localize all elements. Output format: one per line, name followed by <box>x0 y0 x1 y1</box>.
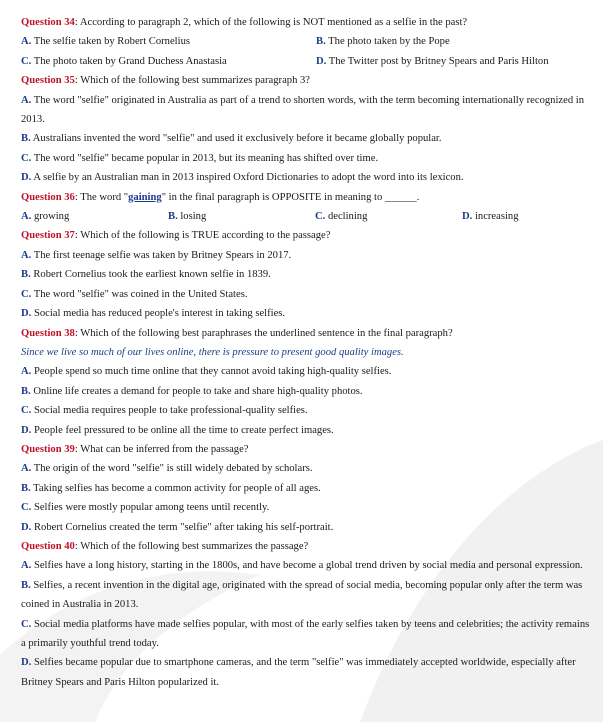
option-text: Social media platforms have made selfies popular, with most of the early selfies taken by teens and celebrities; the activity remains a primarily youthful trend today. <box>21 618 590 649</box>
option-letter: D. <box>21 172 32 184</box>
option-text: The selfie taken by Robert Cornelius <box>31 36 190 48</box>
option-text: People spend so much time online that they cannot avoid taking high-quality selfies. <box>31 366 392 378</box>
question-number: Question 40 <box>21 540 75 552</box>
option-d[interactable] <box>462 207 519 226</box>
option-text: Social media requires people to take professional-quality selfies. <box>31 405 308 417</box>
option-letter: C. <box>21 405 32 417</box>
option-d[interactable] <box>21 304 593 323</box>
option-b[interactable] <box>21 129 593 148</box>
option-letter: B. <box>21 579 31 591</box>
question-38 <box>21 324 593 343</box>
option-letter: B. <box>21 269 31 281</box>
options-row <box>21 32 593 51</box>
option-a[interactable] <box>21 32 316 51</box>
option-text: Selfies were mostly popular among teens until recently. <box>31 502 270 514</box>
option-a[interactable] <box>21 91 593 130</box>
question-text: : Which of the following best summarizes the passage? <box>74 540 309 552</box>
question-36 <box>21 188 593 207</box>
option-letter: B. <box>168 211 178 223</box>
option-letter: B. <box>21 385 31 397</box>
question-number: Question 36 <box>21 191 75 203</box>
options-row <box>21 207 593 226</box>
question-37 <box>21 226 593 245</box>
question-number: Question 35 <box>21 75 75 87</box>
question-text: : Which of the following best paraphrases the underlined sentence in the final paragraph? <box>74 327 453 339</box>
option-text: The photo taken by the Pope <box>325 36 450 48</box>
option-text: The photo taken by Grand Duchess Anastasia <box>31 55 227 67</box>
option-text: growing <box>31 211 70 223</box>
option-text: Selfies, a recent invention in the digital age, originated with the spread of social media, becoming popular only after the term was coined in Australia in 2013. <box>21 579 583 611</box>
option-text: increasing <box>472 211 519 223</box>
option-letter: D. <box>21 308 32 320</box>
option-text: Robert Cornelius created the term "selfie" after taking his self-portrait. <box>31 521 334 533</box>
option-text: The first teenage selfie was taken by Britney Spears in 2017. <box>31 249 292 261</box>
option-a[interactable] <box>21 362 593 381</box>
question-40 <box>21 537 593 556</box>
option-b[interactable] <box>21 479 593 498</box>
option-letter: D. <box>316 55 327 67</box>
option-letter: A. <box>21 36 32 48</box>
option-text: Robert Cornelius took the earliest known selfie in 1839. <box>30 269 271 281</box>
option-text: Selfies became popular due to smartphone cameras, and the term "selfie" was immediately accepted worldwide, especially after Britney Spears and Paris Hilton popularized it. <box>21 657 576 688</box>
option-text: declining <box>325 211 368 223</box>
option-a[interactable] <box>21 459 593 478</box>
option-letter: C. <box>315 211 326 223</box>
option-letter: A. <box>21 366 32 378</box>
option-d[interactable] <box>21 518 593 537</box>
question-text: : What can be inferred from the passage? <box>74 443 249 455</box>
option-c[interactable] <box>315 207 462 226</box>
question-number: Question 39 <box>21 443 75 455</box>
option-b[interactable] <box>21 576 593 615</box>
question-text-after: " in the final paragraph is OPPOSITE in meaning to ______. <box>161 191 420 203</box>
option-b[interactable] <box>21 265 593 284</box>
option-text: The word "selfie" was coined in the United States. <box>31 288 248 300</box>
option-letter: D. <box>21 657 32 669</box>
option-letter: C. <box>21 55 32 67</box>
option-text: losing <box>177 211 207 223</box>
option-letter: A. <box>21 211 32 223</box>
option-text: A selfie by an Australian man in 2013 inspired Oxford Dictionaries to adopt the word into its lexicon. <box>31 172 464 184</box>
question-text: : Which of the following best summarizes paragraph 3? <box>74 75 311 87</box>
option-a[interactable] <box>21 207 168 226</box>
option-c[interactable] <box>21 285 593 304</box>
option-text: Taking selfies has become a common activity for people of all ages. <box>30 482 321 494</box>
option-letter: C. <box>21 618 32 630</box>
option-text: The origin of the word "selfie" is still widely debated by scholars. <box>31 463 313 475</box>
option-d[interactable] <box>316 52 549 71</box>
underlined-word: gaining <box>128 191 162 203</box>
question-35 <box>21 71 593 90</box>
option-text: The Twitter post by Britney Spears and Paris Hilton <box>326 55 549 67</box>
option-text: Social media has reduced people's interest in taking selfies. <box>31 308 286 320</box>
question-39 <box>21 440 593 459</box>
option-c[interactable] <box>21 149 593 168</box>
option-text: Australians invented the word "selfie" and used it exclusively before it became globally popular. <box>30 133 442 145</box>
option-b[interactable] <box>316 32 450 51</box>
option-d[interactable] <box>21 168 593 187</box>
option-d[interactable] <box>21 421 593 440</box>
option-letter: D. <box>21 521 32 533</box>
option-c[interactable] <box>21 498 593 517</box>
option-letter: A. <box>21 249 32 261</box>
option-letter: C. <box>21 288 32 300</box>
option-letter: D. <box>462 211 473 223</box>
option-d[interactable] <box>21 653 593 692</box>
option-text: People feel pressured to be online all the time to create perfect images. <box>31 424 334 436</box>
option-letter: C. <box>21 502 32 514</box>
question-text: : Which of the following is TRUE according to the passage? <box>74 230 331 242</box>
option-letter: A. <box>21 560 32 572</box>
option-letter: B. <box>316 36 326 48</box>
question-text-before: : The word " <box>74 191 129 203</box>
question-text: : According to paragraph 2, which of the following is NOT mentioned as a selfie in the past? <box>74 17 468 28</box>
option-c[interactable] <box>21 615 593 654</box>
options-row <box>21 52 593 71</box>
option-letter: D. <box>21 424 32 436</box>
question-number: Question 37 <box>21 230 75 242</box>
option-letter: B. <box>21 482 31 494</box>
option-a[interactable] <box>21 556 593 575</box>
question-number: Question 38 <box>21 327 75 339</box>
option-b[interactable] <box>21 382 593 401</box>
option-letter: C. <box>21 152 32 164</box>
option-text: The word "selfie" originated in Australia as part of a trend to shorten words, with the term becoming internationally recognized in 2013. <box>21 94 585 126</box>
quoted-sentence: Since we live so much of our lives online, there is pressure to present good quality images. <box>21 346 404 358</box>
option-c[interactable] <box>21 401 593 420</box>
question-34 <box>21 13 593 32</box>
option-b[interactable] <box>168 207 315 226</box>
option-letter: A. <box>21 463 32 475</box>
option-a[interactable] <box>21 246 593 265</box>
option-c[interactable] <box>21 52 316 71</box>
option-text: Selfies have a long history, starting in the 1800s, and have become a global trend driven by social media and personal expression. <box>31 560 583 572</box>
option-letter: B. <box>21 133 31 145</box>
option-letter: A. <box>21 94 32 106</box>
option-text: The word "selfie" became popular in 2013, but its meaning has shifted over time. <box>31 152 379 164</box>
option-text: Online life creates a demand for people to take and share high-quality photos. <box>30 385 363 397</box>
question-number: Question 34 <box>21 17 75 28</box>
